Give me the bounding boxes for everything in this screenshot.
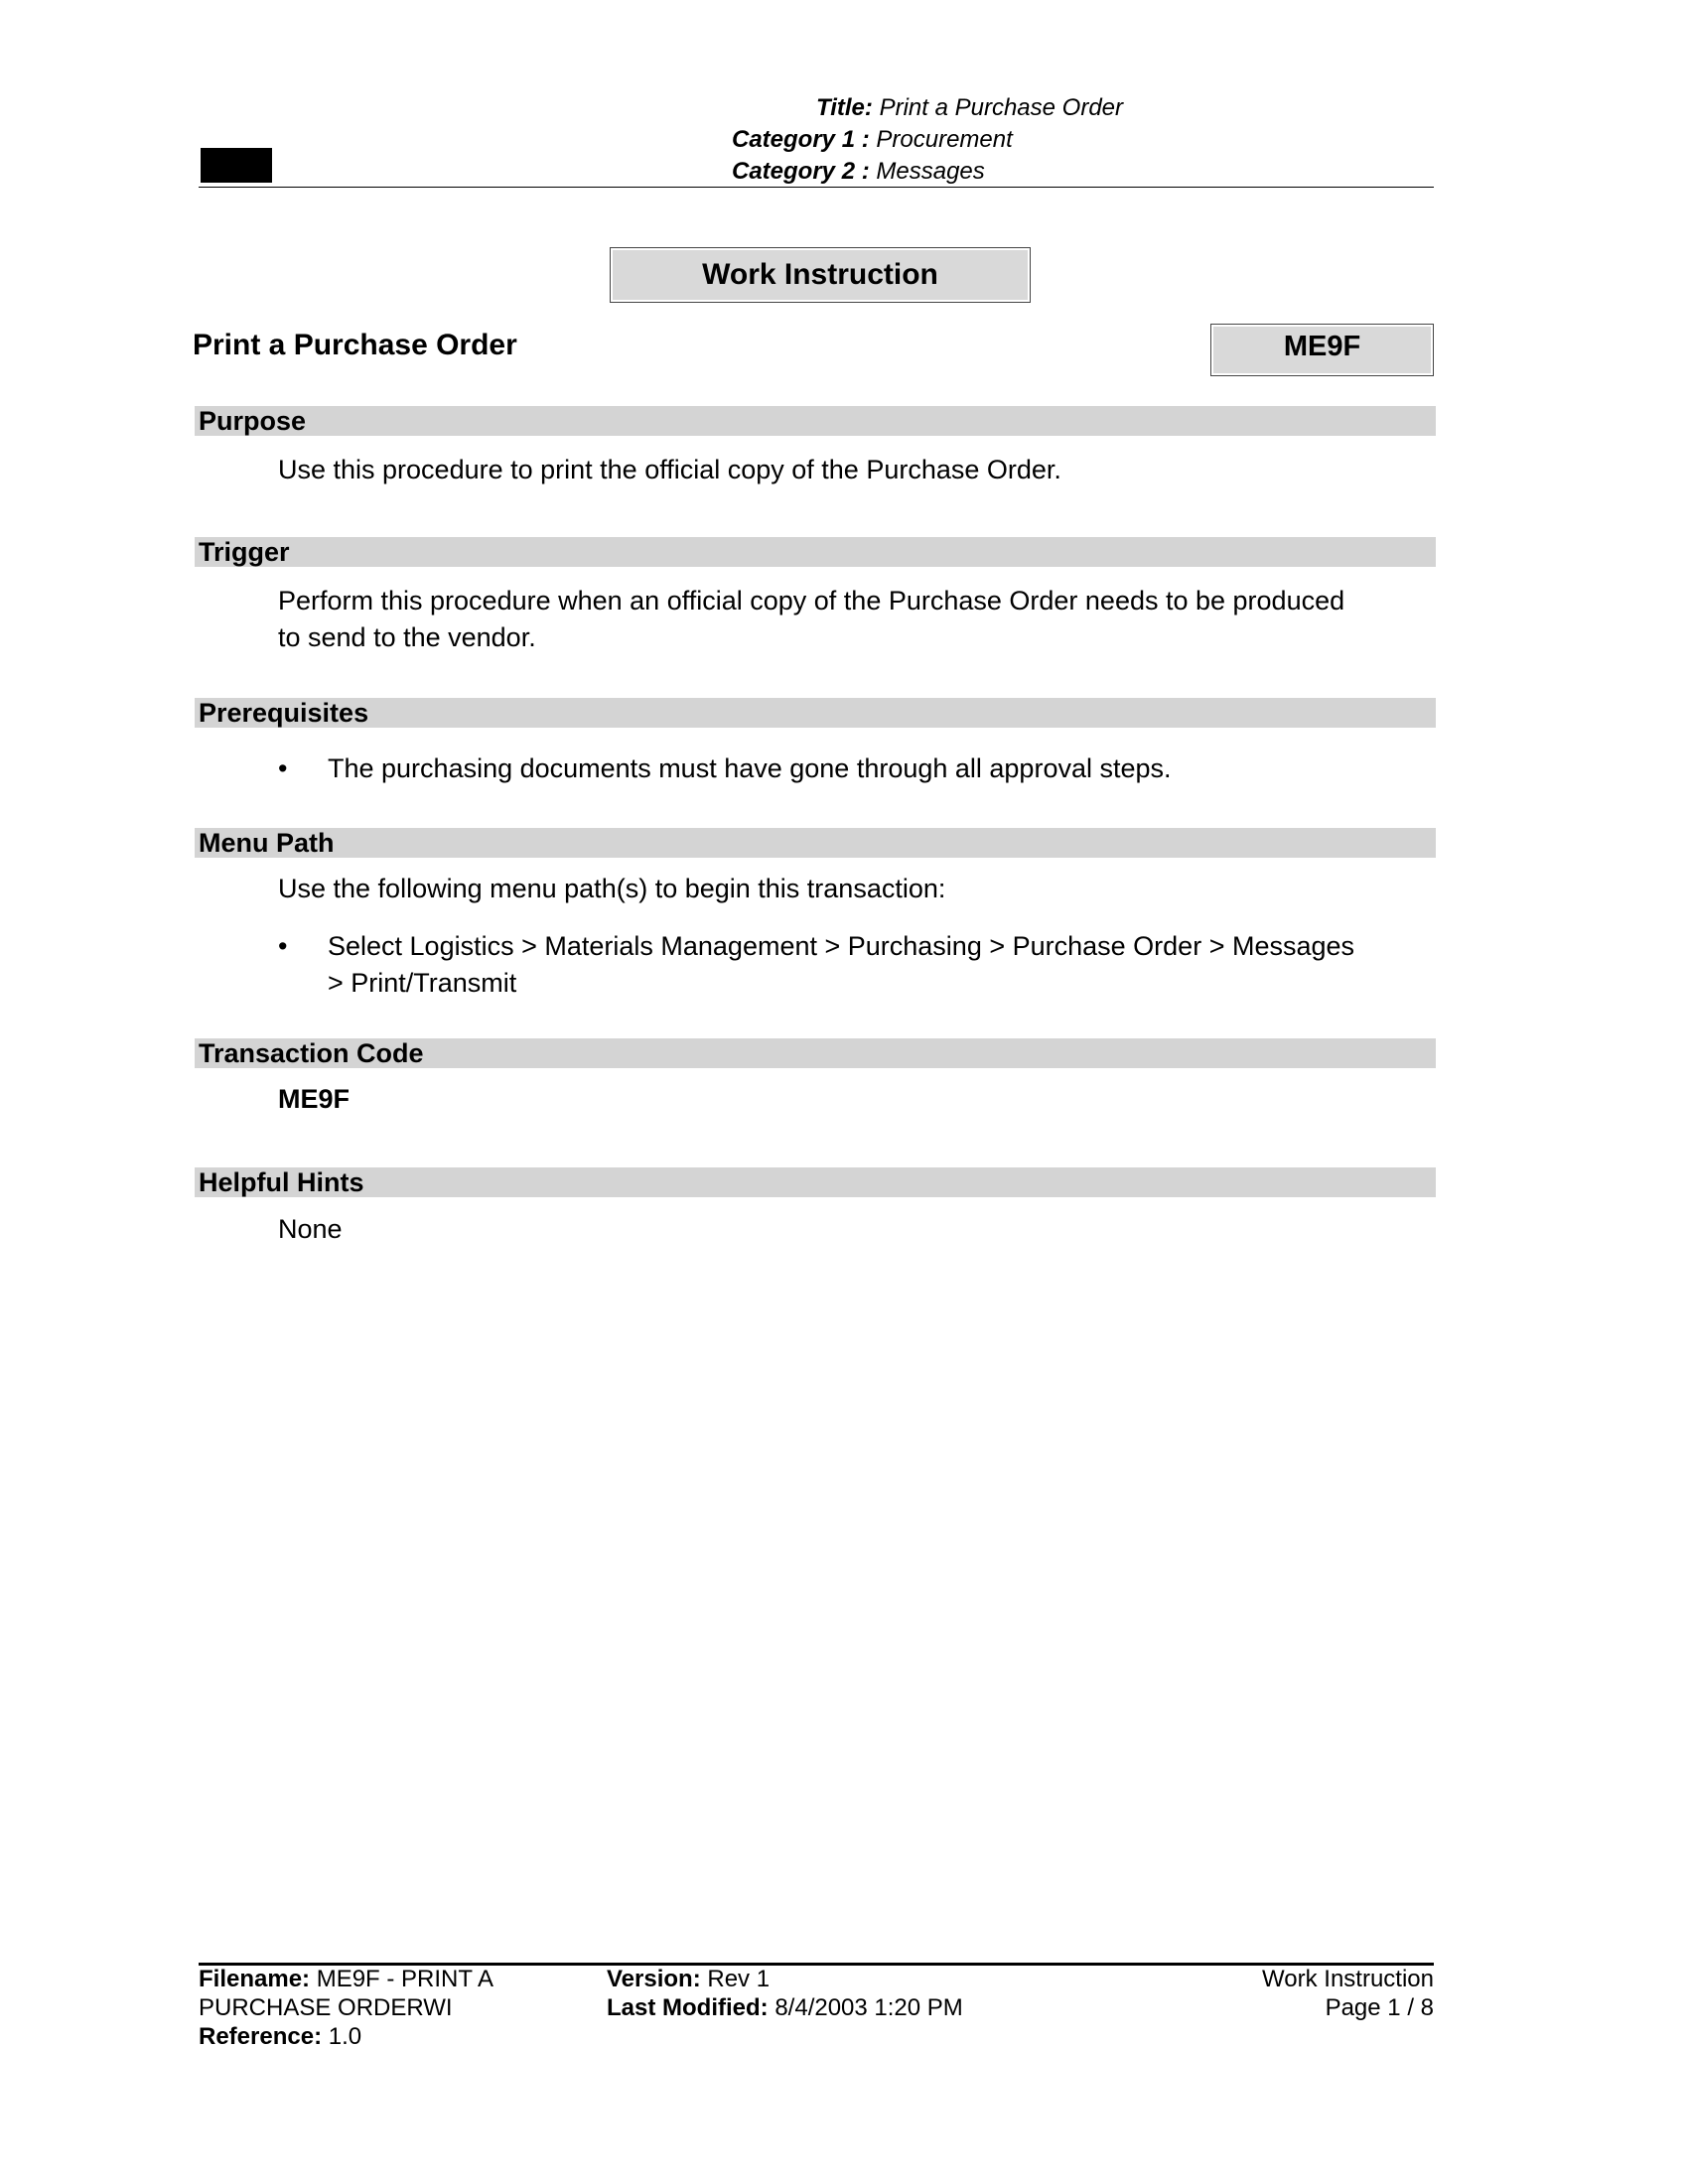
menu-path-item-line-2: > Print/Transmit — [328, 968, 517, 998]
bullet-icon: • — [278, 931, 288, 961]
footer-filename-line-1 — [199, 1965, 493, 1993]
work-instruction-banner — [610, 247, 1031, 303]
menu-path-intro: Use the following menu path(s) to begin this transaction: — [278, 874, 946, 903]
trigger-text-line-1: Perform this procedure when an official copy of the Purchase Order needs to be produced — [278, 586, 1345, 615]
footer-filename-label: Filename: — [199, 1966, 311, 1992]
footer-filename-value-2: PURCHASE ORDERWI — [199, 1994, 453, 2021]
header-divider — [199, 187, 1434, 188]
footer-page-info — [1262, 1965, 1434, 2022]
bullet-icon: • — [278, 753, 288, 783]
footer-file-info — [199, 1965, 493, 2051]
menu-path-item-line-1: Select Logistics > Materials Management > Purchasing > Purchase Order > Messages — [328, 931, 1355, 961]
work-instruction-banner-text: Work Instruction — [702, 258, 938, 291]
footer-reference — [199, 2022, 493, 2051]
header-category-2-value: Messages — [876, 158, 985, 185]
section-heading-transaction-code: Transaction Code — [195, 1038, 1436, 1068]
footer-reference-value: 1.0 — [328, 2023, 362, 2050]
footer-last-modified-value: 8/4/2003 1:20 PM — [774, 1994, 963, 2021]
purpose-text: Use this procedure to print the official copy of the Purchase Order. — [278, 455, 1061, 484]
footer-page-number: Page 1 / 8 — [1325, 1994, 1434, 2021]
header-category-2 — [732, 158, 985, 186]
header-title-label: Title: — [816, 94, 873, 121]
footer-version-value: Rev 1 — [707, 1966, 771, 1992]
prerequisite-item-text: The purchasing documents must have gone through all approval steps. — [328, 753, 1172, 783]
section-heading-prerequisites: Prerequisites — [195, 698, 1436, 728]
header-title-value: Print a Purchase Order — [879, 94, 1124, 121]
section-heading-menu-path: Menu Path — [195, 828, 1436, 858]
footer-version-info — [607, 1965, 963, 2022]
trigger-text — [278, 583, 1410, 656]
header-title — [816, 94, 1123, 122]
footer-doc-type: Work Instruction — [1262, 1966, 1434, 1992]
transaction-code-value: ME9F — [278, 1084, 351, 1114]
prerequisite-item — [278, 751, 1400, 787]
trigger-text-line-2: to send to the vendor. — [278, 622, 536, 652]
footer-reference-label: Reference: — [199, 2023, 323, 2050]
transaction-code-badge — [1210, 324, 1434, 376]
header-category-2-label: Category 2 : — [732, 158, 870, 185]
transaction-code-badge-text: ME9F — [1283, 331, 1361, 362]
section-heading-purpose: Purpose — [195, 406, 1436, 436]
header-category-1 — [732, 126, 1013, 154]
footer-version-label: Version: — [607, 1966, 701, 1992]
section-heading-helpful-hints: Helpful Hints — [195, 1167, 1436, 1197]
header-category-1-label: Category 1 : — [732, 126, 870, 153]
footer-last-modified — [607, 1993, 963, 2022]
footer-version — [607, 1965, 963, 1993]
section-heading-trigger: Trigger — [195, 537, 1436, 567]
logo — [201, 148, 272, 183]
footer-last-modified-label: Last Modified: — [607, 1994, 769, 2021]
document-title: Print a Purchase Order — [193, 329, 517, 361]
footer-filename-value-1: ME9F - PRINT A — [316, 1966, 493, 1992]
menu-path-item — [278, 928, 1400, 1002]
helpful-hints-text: None — [278, 1214, 343, 1244]
header-category-1-value: Procurement — [876, 126, 1013, 153]
